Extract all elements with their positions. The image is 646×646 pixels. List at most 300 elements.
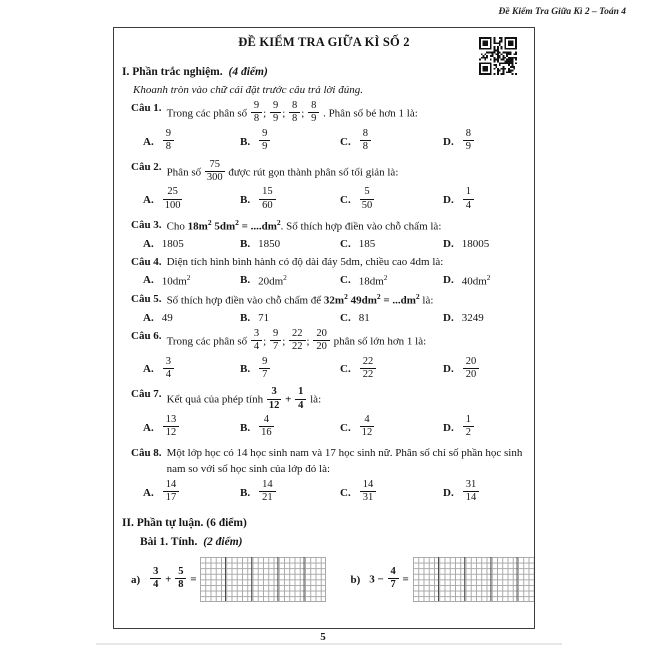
option-letter: B. <box>240 135 251 148</box>
fraction-denominator: 60 <box>262 199 273 211</box>
fraction-denominator: 14 <box>465 492 477 504</box>
option-letter: D. <box>443 363 454 376</box>
text-run: 49dm <box>347 294 377 307</box>
fraction-numerator: 4 <box>388 566 399 579</box>
answer-option <box>443 312 528 324</box>
question <box>131 329 528 383</box>
fraction <box>360 128 371 154</box>
option-value <box>359 480 378 506</box>
fraction-denominator: 12 <box>268 399 280 411</box>
text-run: 2 <box>383 272 388 282</box>
answer-options <box>143 312 528 324</box>
fraction-denominator: 9 <box>262 141 268 153</box>
text-run: Trong các phân số <box>166 335 250 348</box>
fraction <box>295 386 306 412</box>
fraction-numerator: 9 <box>270 100 281 113</box>
option-value <box>162 357 175 383</box>
work-row <box>131 557 534 602</box>
fraction-numerator: 20 <box>463 356 480 369</box>
fraction-denominator: 7 <box>272 341 279 353</box>
fraction <box>163 128 174 154</box>
option-value <box>462 129 475 155</box>
fraction-numerator: 9 <box>259 128 270 141</box>
fraction <box>289 100 300 126</box>
fraction <box>259 479 276 505</box>
text-run: là: <box>307 393 322 406</box>
option-letter: A. <box>143 273 154 286</box>
question-text <box>167 255 528 271</box>
answer-options <box>143 187 528 213</box>
answer-option <box>143 238 240 250</box>
answer-options <box>143 273 528 288</box>
fraction <box>463 414 474 440</box>
section2-number: II. <box>122 517 134 530</box>
question-statement <box>131 292 528 310</box>
text-run: 71 <box>258 311 270 324</box>
fraction-denominator: 20 <box>465 368 477 380</box>
answer-option <box>340 238 443 250</box>
fraction <box>267 386 282 412</box>
fraction <box>463 128 474 154</box>
answer-grid <box>413 557 535 602</box>
option-value <box>162 480 181 506</box>
option-value <box>462 480 481 506</box>
fraction-denominator: 4 <box>165 368 171 380</box>
question <box>131 255 528 288</box>
option-letter: D. <box>443 421 454 434</box>
text-run: Một lớp học có 14 học sinh nam và 17 học sinh nữ. Phân số chỉ số phần học sinh nam so với số học sinh của lớp đó là: <box>166 446 523 475</box>
fraction-denominator: 17 <box>165 492 177 504</box>
option-value <box>258 273 287 288</box>
work-expression <box>369 567 409 593</box>
fraction-denominator: 22 <box>362 368 374 380</box>
running-header: Đề Kiểm Tra Giữa Kì 2 – Toán 4 <box>498 7 626 17</box>
option-letter: A. <box>143 135 154 148</box>
option-letter: D. <box>443 194 454 207</box>
answer-option <box>443 480 528 506</box>
fraction <box>259 186 276 212</box>
question-statement <box>131 329 528 355</box>
answer-option <box>443 357 528 383</box>
page-edge-shadow <box>96 643 562 645</box>
work-item <box>350 557 535 602</box>
answer-option <box>143 415 240 441</box>
text-run: 2 <box>415 292 420 302</box>
fraction-numerator: 8 <box>289 100 300 113</box>
text-run: 18m <box>187 220 208 233</box>
question-label: Câu 4. <box>131 255 162 268</box>
option-value <box>359 273 388 288</box>
fraction-numerator: 25 <box>163 186 183 199</box>
option-value <box>258 238 280 250</box>
fraction-numerator: 14 <box>163 479 180 492</box>
exam-box <box>113 27 535 629</box>
exercise1-heading <box>140 536 534 548</box>
fraction-denominator: 300 <box>206 171 223 183</box>
fraction-denominator: 7 <box>390 579 396 591</box>
fraction-denominator: 4 <box>465 199 471 211</box>
fraction <box>360 479 377 505</box>
text-run: Cho <box>166 220 188 233</box>
fraction-numerator: 4 <box>259 414 274 427</box>
answer-option <box>143 357 240 383</box>
answer-options <box>143 238 528 250</box>
option-value <box>258 129 271 155</box>
fraction <box>463 479 480 505</box>
fraction <box>360 186 375 212</box>
question-label: Câu 3. <box>131 219 162 231</box>
fraction <box>360 414 375 440</box>
question-statement <box>131 446 528 478</box>
work-expression <box>149 567 196 593</box>
fraction-numerator: 1 <box>463 414 474 427</box>
answer-options <box>143 357 528 383</box>
option-value <box>359 187 376 213</box>
page-number: 5 <box>320 631 326 643</box>
option-letter: A. <box>143 363 154 376</box>
option-value <box>359 415 376 441</box>
answer-option <box>340 273 443 288</box>
fraction-denominator: 2 <box>465 427 471 439</box>
fraction-numerator: 3 <box>163 356 174 369</box>
fraction-denominator: 31 <box>362 492 374 504</box>
question-statement <box>131 387 528 413</box>
text-run: ; <box>282 107 288 120</box>
option-letter: B. <box>240 273 251 286</box>
answer-options <box>143 480 528 506</box>
option-value <box>359 238 376 250</box>
fraction-denominator: 8 <box>292 113 298 125</box>
answer-option <box>340 129 443 155</box>
fraction <box>259 128 270 154</box>
text-run: = <box>187 573 197 586</box>
text-run: 2 <box>283 272 287 282</box>
option-value <box>462 238 490 250</box>
option-letter: A. <box>143 194 154 207</box>
fraction <box>175 566 186 592</box>
question-text <box>167 387 528 413</box>
fraction <box>360 356 377 382</box>
option-value <box>162 312 173 324</box>
text-run: được rút gọn thành phân số tối giản là: <box>225 165 399 178</box>
answer-option <box>443 415 528 441</box>
fraction <box>463 356 480 382</box>
fraction-denominator: 8 <box>165 141 171 153</box>
answer-option <box>240 312 340 324</box>
exam-title: ĐỀ KIỂM TRA GIỮA KÌ SỐ 2 <box>238 35 410 49</box>
section1-points: (4 điểm) <box>228 66 268 78</box>
fraction-numerator: 3 <box>251 328 262 341</box>
fraction <box>163 414 180 440</box>
option-value <box>162 273 191 288</box>
answer-option <box>143 129 240 155</box>
fraction-numerator: 22 <box>289 328 306 341</box>
fraction-denominator: 9 <box>311 113 317 125</box>
option-value <box>359 129 372 155</box>
fraction-denominator: 7 <box>262 368 268 380</box>
fraction-numerator: 22 <box>360 356 377 369</box>
option-letter: D. <box>443 311 454 324</box>
option-letter: D. <box>443 135 454 148</box>
option-letter: B. <box>240 486 251 499</box>
answer-option <box>240 415 340 441</box>
text-run: ; <box>263 335 269 348</box>
answer-option <box>240 480 340 506</box>
question-text <box>167 160 528 186</box>
fraction-numerator: 8 <box>360 128 371 141</box>
fraction-denominator: 100 <box>164 199 181 211</box>
option-letter: C. <box>340 486 351 499</box>
option-value <box>258 312 269 324</box>
option-letter: C. <box>340 363 351 376</box>
work-item <box>131 557 326 602</box>
option-letter: C. <box>340 421 351 434</box>
question-label: Câu 7. <box>131 388 162 401</box>
question-statement <box>131 160 528 186</box>
fraction-numerator: 9 <box>259 356 270 369</box>
option-value <box>462 187 475 213</box>
answer-option <box>340 357 443 383</box>
fraction-denominator: 8 <box>178 579 184 591</box>
text-run: 2 <box>376 292 381 302</box>
fraction-denominator: 12 <box>165 427 177 439</box>
fraction <box>163 479 180 505</box>
option-letter: C. <box>340 135 351 148</box>
text-run: Diện tích hình bình hành có độ dài đáy 5dm, chiều cao 4dm là: <box>166 255 444 268</box>
text-run: . Phân số bé hơn 1 là: <box>320 107 418 120</box>
text-run: 49 <box>161 311 173 324</box>
option-letter: D. <box>443 273 454 286</box>
fraction-numerator: 20 <box>313 328 330 341</box>
fraction-numerator: 1 <box>295 386 306 399</box>
fraction-numerator: 3 <box>150 566 161 579</box>
answer-options <box>143 129 528 155</box>
fraction-numerator: 14 <box>360 479 377 492</box>
fraction-denominator: 8 <box>362 141 368 153</box>
fraction-denominator: 4 <box>298 399 304 411</box>
fraction <box>308 100 319 126</box>
exercise1-points: (2 điểm) <box>203 536 243 549</box>
section2-heading <box>122 517 534 529</box>
answer-option <box>240 187 340 213</box>
answer-option <box>340 480 443 506</box>
option-letter: A. <box>143 486 154 499</box>
option-value <box>258 187 277 213</box>
text-run: 2 <box>235 218 239 227</box>
question <box>131 387 528 441</box>
fraction <box>388 566 399 592</box>
text-run: Kết quả của phép tính <box>166 393 266 406</box>
text-run: ; <box>282 335 288 348</box>
question-label: Câu 8. <box>131 446 162 459</box>
option-value <box>162 415 181 441</box>
fraction-numerator: 9 <box>270 328 281 341</box>
text-run: 1805 <box>161 237 184 250</box>
text-run: là: <box>419 294 434 307</box>
option-letter: B. <box>240 363 251 376</box>
text-run: Số thích hợp điền vào chỗ chấm để <box>166 294 324 307</box>
fraction-numerator: 8 <box>308 100 319 113</box>
text-run: 2 <box>276 218 281 227</box>
question-label: Câu 2. <box>131 160 162 173</box>
text-run: + <box>282 393 295 406</box>
question <box>131 292 528 324</box>
text-run: 2 <box>186 272 191 282</box>
option-letter: C. <box>340 273 351 286</box>
text-run: ; <box>263 107 269 120</box>
answer-option <box>240 129 340 155</box>
option-letter: B. <box>240 311 251 324</box>
fraction <box>289 328 306 354</box>
question <box>131 160 528 214</box>
fraction-numerator: 9 <box>251 100 262 113</box>
fraction <box>259 414 274 440</box>
questions-list <box>131 101 528 505</box>
fraction-denominator: 4 <box>253 341 260 353</box>
text-run: 40dm <box>461 275 487 288</box>
fraction <box>313 328 330 354</box>
question-statement <box>131 255 528 271</box>
fraction-numerator: 8 <box>463 128 474 141</box>
fraction <box>270 328 281 354</box>
exercise1-label: Bài 1. Tính. <box>140 536 198 549</box>
text-run: phân số lớn hơn 1 là: <box>330 335 427 348</box>
option-letter: C. <box>340 311 351 324</box>
question-text <box>167 101 528 127</box>
fraction-numerator: 15 <box>259 186 276 199</box>
text-run: 3249 <box>461 311 484 324</box>
fraction-denominator: 22 <box>292 341 303 353</box>
section2-points: (6 điểm) <box>206 517 247 530</box>
text-run: Trong các phân số <box>166 107 250 120</box>
text-run: = <box>399 573 409 586</box>
section2-title: Phần tự luận. <box>136 517 204 530</box>
fraction-numerator: 3 <box>267 386 282 399</box>
question-text <box>167 218 528 236</box>
answer-grid <box>200 557 326 602</box>
fraction <box>163 356 174 382</box>
option-letter: B. <box>240 194 251 207</box>
answer-option <box>340 187 443 213</box>
text-run: 18005 <box>461 237 490 250</box>
option-letter: A. <box>143 311 154 324</box>
fraction-numerator: 31 <box>463 479 480 492</box>
question-label: Câu 6. <box>131 329 162 342</box>
text-run: ; <box>306 335 313 348</box>
question-text <box>167 329 528 355</box>
text-run: 2 <box>486 272 491 282</box>
question-text <box>167 292 528 310</box>
text-run: ; <box>301 107 308 120</box>
fraction-numerator: 14 <box>259 479 276 492</box>
option-letter: C. <box>340 237 351 250</box>
question <box>131 218 528 250</box>
option-letter: C. <box>340 194 351 207</box>
question-label: Câu 1. <box>131 102 162 114</box>
question <box>131 101 528 155</box>
instruction-text: Khoanh tròn vào chữ cái đặt trước câu trả lời đúng. <box>133 84 363 96</box>
answer-option <box>240 357 340 383</box>
fraction-numerator: 9 <box>163 128 174 141</box>
fraction <box>205 159 225 185</box>
answer-option <box>340 312 443 324</box>
option-value <box>258 480 277 506</box>
question <box>131 446 528 506</box>
option-value <box>462 273 491 288</box>
fraction-numerator: 1 <box>463 186 474 199</box>
fraction <box>163 186 183 212</box>
fraction-denominator: 16 <box>261 427 272 439</box>
fraction-denominator: 21 <box>262 492 273 504</box>
text-run: 18dm <box>358 275 384 288</box>
answer-option <box>143 273 240 288</box>
work-item-label: a) <box>131 573 141 586</box>
answer-option <box>443 273 528 288</box>
fraction <box>259 356 270 382</box>
answer-option <box>240 273 340 288</box>
option-value <box>162 238 184 250</box>
qr-code-icon <box>479 37 517 75</box>
text-run: Phân số <box>166 165 204 178</box>
fraction-numerator: 4 <box>360 414 375 427</box>
fraction-denominator: 20 <box>316 341 327 353</box>
answer-option <box>443 187 528 213</box>
option-value <box>258 357 271 383</box>
text-run: + <box>162 573 175 586</box>
fraction-numerator: 75 <box>205 159 225 172</box>
fraction-denominator: 9 <box>465 141 471 153</box>
option-letter: B. <box>240 421 251 434</box>
text-run: = ....dm <box>238 220 277 233</box>
question-label: Câu 5. <box>131 293 162 306</box>
fraction <box>251 328 262 354</box>
option-letter: A. <box>143 237 154 250</box>
answer-option <box>143 312 240 324</box>
fraction <box>150 566 161 592</box>
answer-options <box>143 415 528 441</box>
fraction-denominator: 9 <box>272 113 279 125</box>
text-run: = ...dm <box>380 294 416 307</box>
answer-option <box>240 238 340 250</box>
question-text <box>167 446 528 478</box>
text-run: 2 <box>344 292 348 302</box>
fraction-numerator: 13 <box>163 414 180 427</box>
fraction-denominator: 12 <box>361 427 373 439</box>
answer-option <box>443 238 528 250</box>
option-value <box>462 415 475 441</box>
option-value <box>359 312 370 324</box>
fraction-numerator: 5 <box>360 186 375 199</box>
option-value <box>359 357 378 383</box>
option-value <box>462 312 484 324</box>
section1-number: I. <box>122 66 130 78</box>
option-letter: B. <box>240 237 251 250</box>
fraction-denominator: 8 <box>253 113 260 125</box>
text-run: 1850 <box>258 237 281 250</box>
fraction-denominator: 50 <box>361 199 373 211</box>
text-run: 81 <box>358 311 370 324</box>
work-item-label: b) <box>350 573 361 586</box>
option-value <box>462 357 481 383</box>
option-value <box>258 415 275 441</box>
option-value <box>162 187 184 213</box>
fraction-denominator: 4 <box>153 579 159 591</box>
question-statement <box>131 101 528 127</box>
answer-option <box>443 129 528 155</box>
text-run: 3 − <box>369 573 387 586</box>
fraction <box>251 100 262 126</box>
text-run: . Số thích hợp điền vào chỗ chấm là: <box>280 220 442 233</box>
